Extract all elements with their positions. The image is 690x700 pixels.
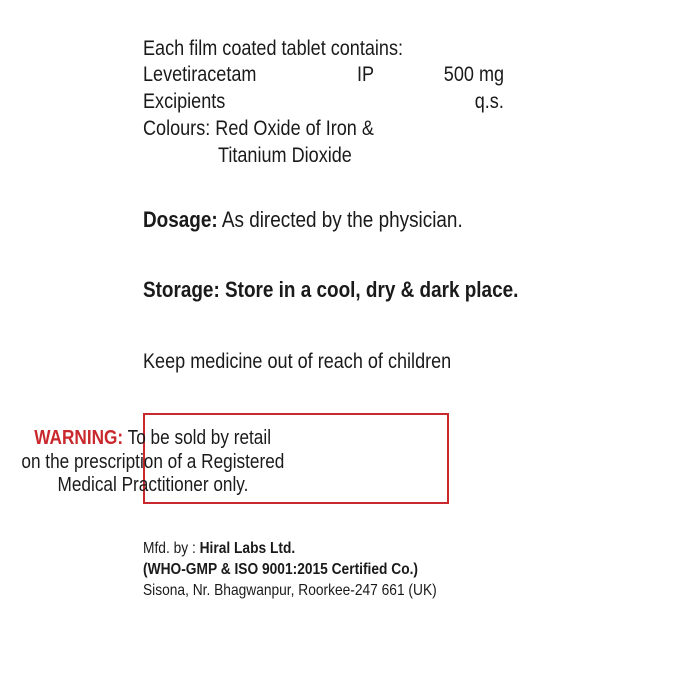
manufacturer-name: Hiral Labs Ltd. bbox=[199, 540, 296, 557]
storage-text: Store in a cool, dry & dark place. bbox=[225, 277, 519, 302]
storage-label: Storage: bbox=[143, 277, 220, 302]
warning-line bbox=[0, 473, 306, 497]
colours-line bbox=[143, 116, 374, 142]
warning-label: WARNING: bbox=[34, 427, 124, 449]
ingredient-standard: IP bbox=[357, 63, 375, 86]
dosage-text: As directed by the physician. bbox=[221, 207, 463, 232]
manufacturer-certification: (WHO-GMP & ISO 9001:2015 Certified Co.) bbox=[143, 561, 419, 578]
keep-away-notice: Keep medicine out of reach of children bbox=[143, 350, 452, 373]
warning-line bbox=[0, 426, 306, 450]
ingredient-quantity: q.s. bbox=[474, 90, 504, 113]
colours-value: Red Oxide of Iron & bbox=[215, 117, 374, 140]
ingredient-name: Levetiracetam bbox=[143, 63, 257, 86]
dosage-label: Dosage: bbox=[143, 207, 218, 232]
dosage-line bbox=[143, 207, 463, 233]
colours-value-continued: Titanium Dioxide bbox=[218, 144, 352, 167]
warning-text: To be sold by retail bbox=[127, 427, 272, 449]
ingredient-quantity: 500 mg bbox=[443, 63, 504, 86]
colours-label: Colours: bbox=[143, 117, 211, 140]
manufacturer-address: Sisona, Nr. Bhagwanpur, Roorkee-247 661 (UK) bbox=[143, 582, 437, 599]
storage-line bbox=[143, 277, 518, 303]
manufacturer-prefix: Mfd. by : bbox=[143, 540, 196, 557]
manufacturer-line bbox=[143, 539, 295, 559]
warning-text: on the prescription of a Registered bbox=[21, 451, 285, 473]
warning-line bbox=[0, 450, 306, 474]
ingredient-name: Excipients bbox=[143, 90, 226, 113]
warning-text: Medical Practitioner only. bbox=[57, 474, 249, 496]
composition-title: Each film coated tablet contains: bbox=[143, 37, 404, 60]
